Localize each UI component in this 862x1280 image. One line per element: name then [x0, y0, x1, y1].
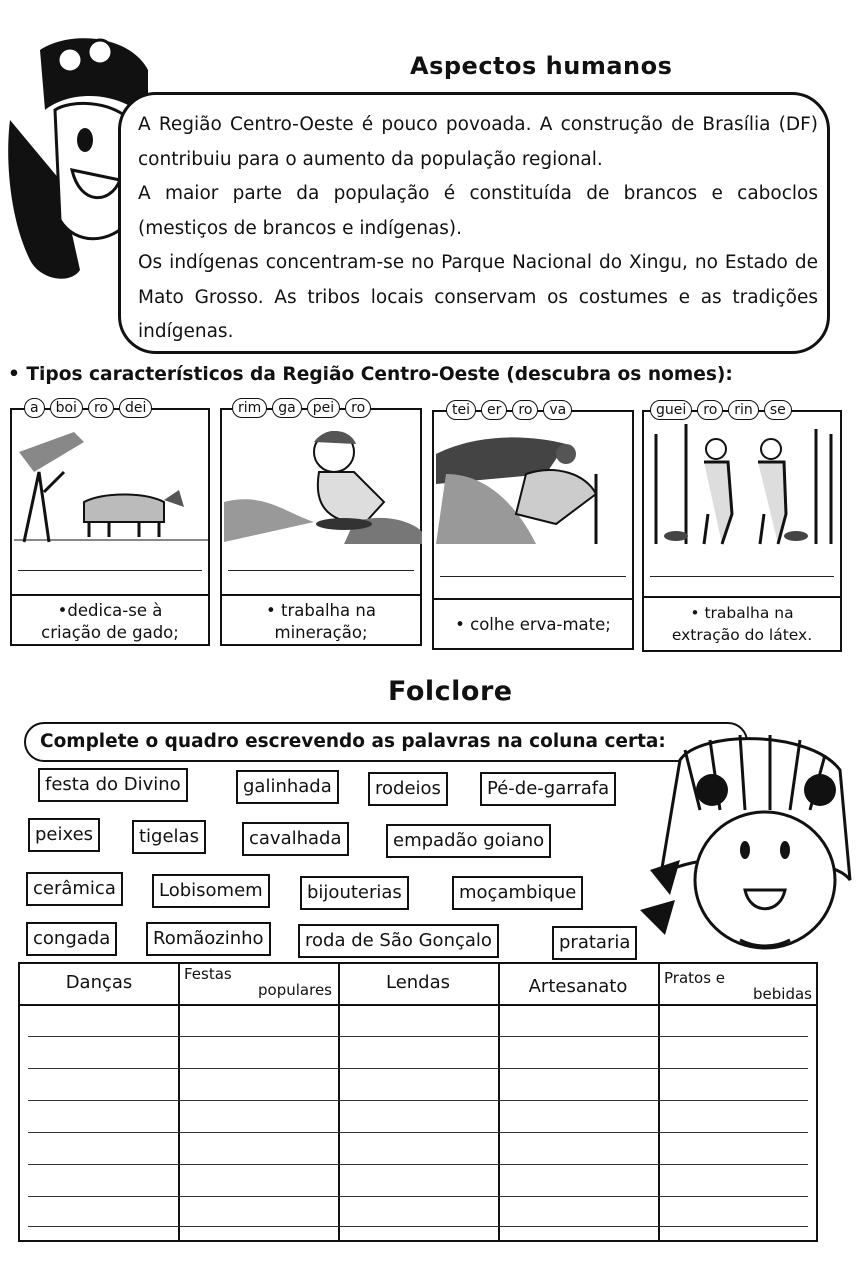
syllable: ro [88, 398, 114, 418]
word-chip: rodeios [368, 772, 448, 806]
rubber-tapper-illustration [646, 414, 842, 546]
panel-caption [644, 596, 840, 646]
instruction: Complete o quadro escrevendo as palavras na coluna certa: [24, 722, 748, 762]
syllable: ro [697, 400, 723, 420]
panel-ervateiro [432, 402, 634, 650]
answer-line[interactable] [228, 570, 414, 571]
header-line: populares [258, 981, 332, 999]
syllable: ro [345, 398, 371, 418]
caption-line: mineração; [274, 623, 368, 642]
aspectos-text [138, 108, 818, 350]
word-chip: Lobisomem [152, 874, 270, 908]
syllables-row [650, 400, 791, 420]
syllable: a [24, 398, 45, 418]
header-line: bebidas [753, 985, 812, 1003]
aspectos-title: Aspectos humanos [410, 52, 673, 80]
caption-line: criação de gado; [41, 623, 179, 642]
word-chip: tigelas [132, 820, 206, 854]
cattle-illustration [14, 412, 210, 544]
aspectos-paragraph: A maior parte da população é constituída de brancos e caboclos (mestiços de brancos e indígenas). [138, 183, 818, 239]
panel-seringueiro [642, 402, 842, 652]
syllable: boi [50, 398, 83, 418]
caption-line: •dedica-se à [57, 601, 163, 620]
panel-caption [12, 594, 208, 644]
writing-line[interactable] [28, 1196, 808, 1197]
word-chip: Romãozinho [146, 922, 271, 956]
writing-line[interactable] [28, 1100, 808, 1101]
word-chip: cavalhada [242, 822, 349, 856]
column-header-pratos [658, 970, 818, 1002]
panel-garimpeiro [220, 400, 422, 646]
caption-line: • colhe erva-mate; [455, 615, 611, 634]
syllable: guei [650, 400, 692, 420]
word-chip: galinhada [236, 770, 339, 804]
column-header-festas [178, 966, 338, 998]
column-header-lendas: Lendas [385, 972, 451, 993]
column-header-dancas: Danças [65, 972, 133, 993]
syllable: rin [728, 400, 759, 420]
word-chip: bijouterias [300, 876, 409, 910]
writing-line[interactable] [28, 1226, 808, 1227]
word-chip: moçambique [452, 876, 583, 910]
erva-mate-illustration [436, 414, 634, 546]
header-line: Festas [184, 965, 232, 983]
word-chip: congada [26, 922, 117, 956]
word-chip: Pé-de-garrafa [480, 772, 616, 806]
answer-line[interactable] [440, 576, 626, 577]
syllable: er [481, 400, 507, 420]
panel-boiadeiro [10, 400, 210, 646]
word-chip: prataria [552, 926, 637, 960]
writing-line[interactable] [28, 1132, 808, 1133]
header-line: Pratos e [664, 969, 726, 987]
syllable: dei [119, 398, 152, 418]
syllable: ga [272, 398, 301, 418]
girl-illustration-right [640, 730, 855, 960]
syllable: pei [307, 398, 340, 418]
header-divider [20, 1004, 816, 1006]
answer-line[interactable] [18, 570, 202, 571]
caption-line: • trabalha na [266, 601, 376, 620]
word-chip: empadão goiano [386, 824, 551, 858]
word-chip: festa do Divino [38, 768, 188, 802]
writing-line[interactable] [28, 1036, 808, 1037]
syllable: va [543, 400, 572, 420]
answer-line[interactable] [650, 576, 834, 577]
word-chip: cerâmica [26, 872, 123, 906]
folclore-title: Folclore [388, 676, 513, 707]
syllables-row [232, 398, 370, 418]
writing-line[interactable] [28, 1164, 808, 1165]
aspectos-paragraph: A Região Centro-Oeste é pouco povoada. A construção de Brasília (DF) contribuiu para o aumento da população regional. [138, 114, 818, 170]
caption-line: extração do látex. [671, 626, 813, 644]
writing-line[interactable] [28, 1068, 808, 1069]
caption-line: • trabalha na [690, 604, 794, 622]
syllable: ro [512, 400, 538, 420]
column-header-artesanato: Artesanato [528, 976, 628, 997]
aspectos-paragraph: Os indígenas concentram-se no Parque Nacional do Xingu, no Estado de Mato Grosso. As tribos locais conservam os costumes e as tradições indígenas. [138, 252, 818, 342]
syllable: se [764, 400, 792, 420]
classification-table [18, 962, 818, 1242]
miner-illustration [224, 412, 422, 544]
syllable: tei [446, 400, 476, 420]
syllables-row [24, 398, 151, 418]
word-chip: roda de São Gonçalo [298, 924, 499, 958]
syllables-row [446, 400, 571, 420]
panel-caption [434, 598, 632, 636]
word-chip: peixes [28, 818, 100, 852]
tipos-heading: • Tipos característicos da Região Centro-Oeste (descubra os nomes): [8, 364, 733, 385]
syllable: rim [232, 398, 267, 418]
panel-caption [222, 594, 420, 644]
